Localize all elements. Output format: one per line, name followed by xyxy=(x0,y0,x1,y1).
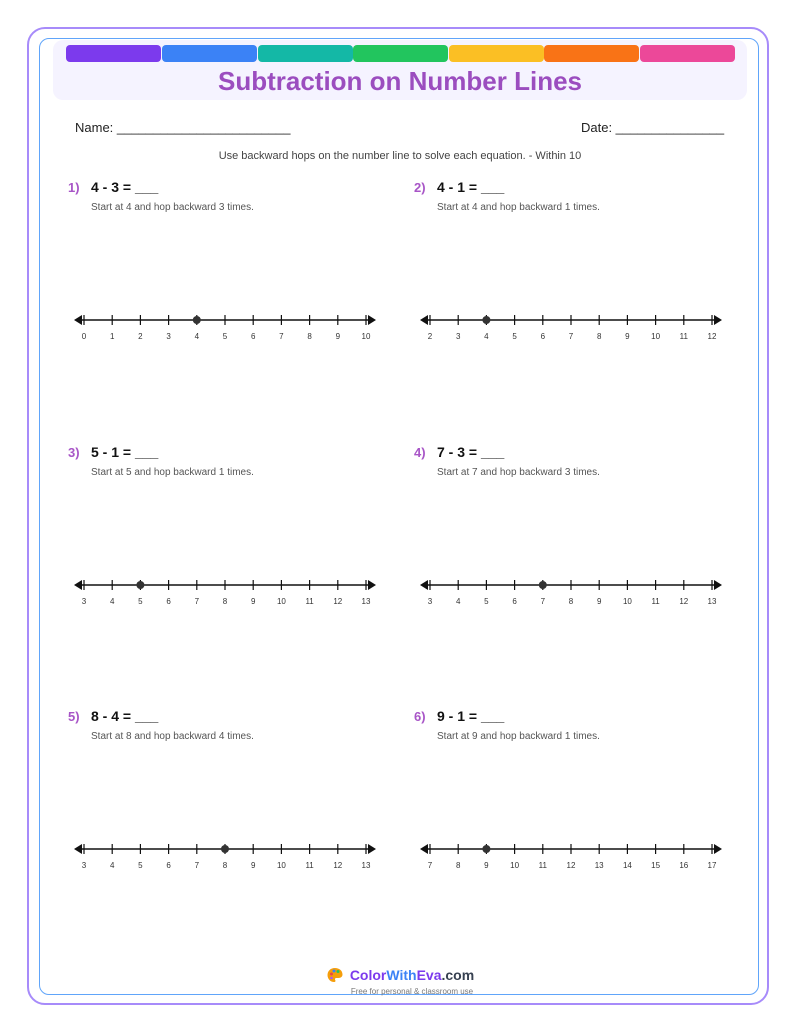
tick-label: 3 xyxy=(81,861,87,870)
start-point-dot xyxy=(221,845,229,853)
left-arrow-icon xyxy=(420,580,428,590)
problem-equation[interactable]: 8 - 4 = ___ xyxy=(91,708,159,724)
tick-label: 9 xyxy=(596,597,602,606)
problem-equation[interactable]: 7 - 3 = ___ xyxy=(437,444,505,460)
instructions: Use backward hops on the number line to solve each equation. - Within 10 xyxy=(218,150,582,162)
tick-label: 7 xyxy=(194,861,200,870)
brand-with-text: With xyxy=(386,967,417,983)
color-bar xyxy=(544,45,639,62)
right-arrow-icon xyxy=(714,315,722,325)
palette-icon xyxy=(326,966,344,984)
color-bar xyxy=(449,45,544,62)
tick-label: 7 xyxy=(427,861,433,870)
tick-label: 9 xyxy=(250,597,256,606)
tick-label: 10 xyxy=(276,861,286,870)
tick-label: 2 xyxy=(427,332,433,341)
color-bar xyxy=(66,45,161,62)
tick-label: 11 xyxy=(538,861,547,870)
tick-label: 8 xyxy=(222,861,228,870)
tick-label: 12 xyxy=(333,597,343,606)
problem-number: 5) xyxy=(68,709,80,724)
brand-eva-text: Eva xyxy=(416,967,442,983)
footer xyxy=(0,966,800,996)
tick-label: 8 xyxy=(596,332,602,341)
problem-number: 4) xyxy=(414,445,426,460)
tick-label: 4 xyxy=(109,597,115,606)
start-point-dot xyxy=(482,845,490,853)
tick-label: 3 xyxy=(166,332,171,341)
problem-hint: Start at 8 and hop backward 4 times. xyxy=(91,731,254,742)
problem-number: 6) xyxy=(414,709,426,724)
tick-label: 4 xyxy=(109,861,115,870)
tick-label: 5 xyxy=(138,861,143,870)
number-line xyxy=(68,304,398,348)
tick-label: 4 xyxy=(455,597,461,606)
tick-label: 3 xyxy=(455,332,461,341)
tick-label: 11 xyxy=(305,861,314,870)
problem-number: 3) xyxy=(68,445,80,460)
date-field[interactable]: Date: _______________ xyxy=(581,120,725,135)
tick-label: 8 xyxy=(568,597,574,606)
problem-hint: Start at 7 and hop backward 3 times. xyxy=(437,467,600,478)
tick-label: 3 xyxy=(81,597,87,606)
right-arrow-icon xyxy=(368,315,376,325)
tick-label: 3 xyxy=(427,597,433,606)
name-field[interactable]: Name: ________________________ xyxy=(75,120,291,135)
right-arrow-icon xyxy=(368,580,376,590)
start-point-dot xyxy=(193,316,201,324)
tick-label: 12 xyxy=(333,861,343,870)
right-arrow-icon xyxy=(714,580,722,590)
left-arrow-icon xyxy=(74,844,82,854)
tick-label: 9 xyxy=(335,332,341,341)
tick-label: 10 xyxy=(276,597,286,606)
number-line xyxy=(68,569,398,613)
problem-equation[interactable]: 5 - 1 = ___ xyxy=(91,444,159,460)
problem-hint: Start at 4 and hop backward 1 times. xyxy=(437,202,600,213)
problem-hint: Start at 4 and hop backward 3 times. xyxy=(91,202,254,213)
tick-label: 8 xyxy=(307,332,312,341)
tick-label: 8 xyxy=(222,597,228,606)
right-arrow-icon xyxy=(714,844,722,854)
tick-label: 11 xyxy=(679,332,688,341)
brand-row xyxy=(326,966,474,984)
problem-hint: Start at 9 and hop backward 1 times. xyxy=(437,731,600,742)
tick-label: 12 xyxy=(566,861,576,870)
tick-label: 5 xyxy=(222,332,228,341)
tick-label: 1 xyxy=(109,332,115,341)
tick-label: 16 xyxy=(679,861,689,870)
tick-label: 15 xyxy=(651,861,661,870)
tick-label: 6 xyxy=(512,597,517,606)
problem-equation[interactable]: 4 - 1 = ___ xyxy=(437,179,505,195)
problem-number: 2) xyxy=(414,180,426,195)
left-arrow-icon xyxy=(74,315,82,325)
tick-label: 5 xyxy=(484,597,489,606)
start-point-dot xyxy=(482,316,490,324)
tick-label: 13 xyxy=(594,861,604,870)
tick-label: 11 xyxy=(305,597,314,606)
tick-label: 4 xyxy=(484,332,489,341)
problem-card xyxy=(68,180,398,350)
right-arrow-icon xyxy=(368,844,376,854)
tick-label: 12 xyxy=(707,332,717,341)
tick-label: 6 xyxy=(540,332,546,341)
number-line xyxy=(414,304,744,348)
tick-label: 11 xyxy=(651,597,660,606)
page-title: Subtraction on Number Lines xyxy=(217,66,583,96)
tick-label: 10 xyxy=(622,597,632,606)
tick-label: 7 xyxy=(279,332,284,341)
brand-domain-text: .com xyxy=(441,967,475,983)
tick-label: 13 xyxy=(361,597,371,606)
problem-card xyxy=(414,445,744,615)
tick-label: 10 xyxy=(510,861,520,870)
problem-equation[interactable]: 4 - 3 = ___ xyxy=(91,179,159,195)
number-line xyxy=(414,569,744,613)
left-arrow-icon xyxy=(74,580,82,590)
tick-label: 8 xyxy=(455,861,461,870)
tick-label: 7 xyxy=(194,597,200,606)
tick-label: 13 xyxy=(707,597,717,606)
color-bar xyxy=(258,45,353,62)
start-point-dot xyxy=(539,581,547,589)
footer-tagline: Free for personal & classroom use xyxy=(350,987,474,996)
problem-card xyxy=(414,709,744,879)
tick-label: 13 xyxy=(361,861,371,870)
tick-label: 2 xyxy=(138,332,143,341)
tick-label: 0 xyxy=(81,332,87,341)
problem-equation[interactable]: 9 - 1 = ___ xyxy=(437,708,505,724)
brand-color-text: Color xyxy=(349,967,387,983)
brand-name[interactable] xyxy=(350,967,474,983)
left-arrow-icon xyxy=(420,844,428,854)
tick-label: 5 xyxy=(138,597,143,606)
start-point-dot xyxy=(136,581,144,589)
left-arrow-icon xyxy=(420,315,428,325)
problem-number: 1) xyxy=(68,180,80,195)
problem-card xyxy=(68,445,398,615)
problem-hint: Start at 5 and hop backward 1 times. xyxy=(91,467,254,478)
number-line xyxy=(68,833,398,877)
tick-label: 12 xyxy=(679,597,689,606)
problem-card xyxy=(68,709,398,879)
number-line xyxy=(414,833,744,877)
color-bar xyxy=(353,45,448,62)
color-bar xyxy=(162,45,257,62)
tick-label: 5 xyxy=(512,332,517,341)
tick-label: 6 xyxy=(250,332,256,341)
tick-label: 10 xyxy=(651,332,661,341)
tick-label: 17 xyxy=(707,861,717,870)
tick-label: 10 xyxy=(361,332,371,341)
tick-label: 6 xyxy=(166,597,171,606)
tick-label: 9 xyxy=(484,861,489,870)
tick-label: 7 xyxy=(540,597,546,606)
tick-label: 4 xyxy=(194,332,200,341)
tick-label: 9 xyxy=(625,332,630,341)
tick-label: 7 xyxy=(568,332,574,341)
tick-label: 6 xyxy=(166,861,171,870)
tick-label: 9 xyxy=(250,861,256,870)
color-bar xyxy=(640,45,735,62)
problem-card xyxy=(414,180,744,350)
tick-label: 14 xyxy=(622,861,632,870)
